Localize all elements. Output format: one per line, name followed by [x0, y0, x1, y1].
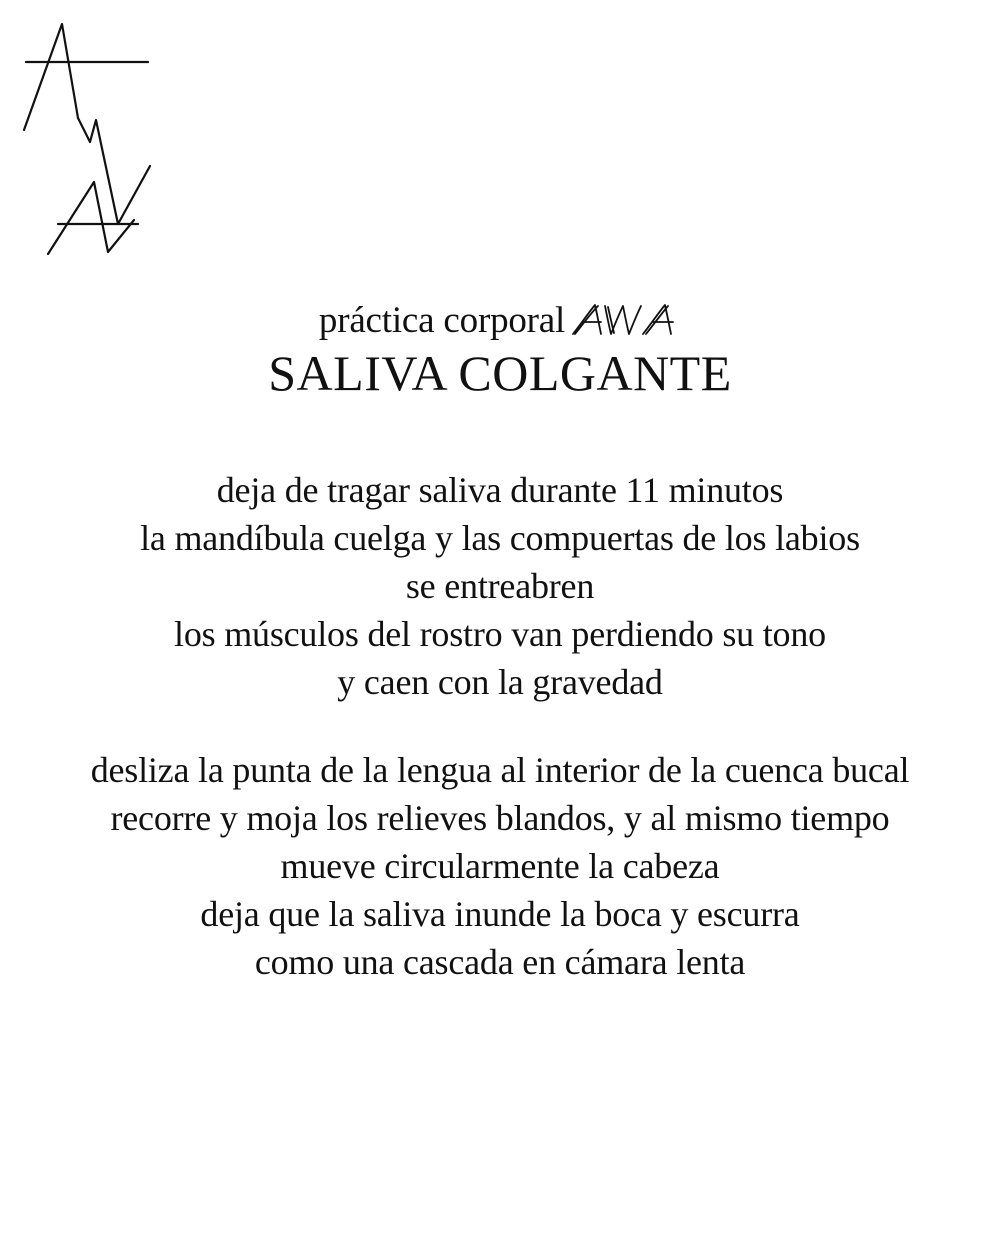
subtitle-row — [0, 296, 1000, 344]
poem-line: la mandíbula cuelga y las compuertas de los labios — [140, 518, 860, 558]
poem-line: y caen con la gravedad — [337, 662, 663, 702]
poem-line: se entreabren — [405, 566, 595, 606]
poem-line: deja que la saliva inunde la boca y escurra — [200, 894, 800, 934]
poem-line: recorre y moja los relieves blandos, y al mismo tiempo — [110, 798, 890, 838]
script-monogram-icon — [571, 302, 681, 336]
poem-line: mueve circularmente la cabeza — [280, 846, 720, 886]
header — [0, 296, 1000, 402]
monogram-logo-icon — [20, 18, 160, 263]
page-title: SALIVA COLGANTE — [268, 345, 732, 401]
poem-line: desliza la punta de la lengua al interior de la cuenca bucal — [90, 750, 910, 790]
poem-line: los músculos del rostro van perdiendo su tono — [174, 614, 826, 654]
poem-line: como una cascada en cámara lenta — [254, 942, 746, 982]
stanza-2 — [0, 746, 1000, 986]
stanza-1 — [0, 466, 1000, 706]
subtitle: práctica corporal — [318, 300, 566, 341]
poem-line: deja de tragar saliva durante 11 minutos — [216, 470, 784, 510]
